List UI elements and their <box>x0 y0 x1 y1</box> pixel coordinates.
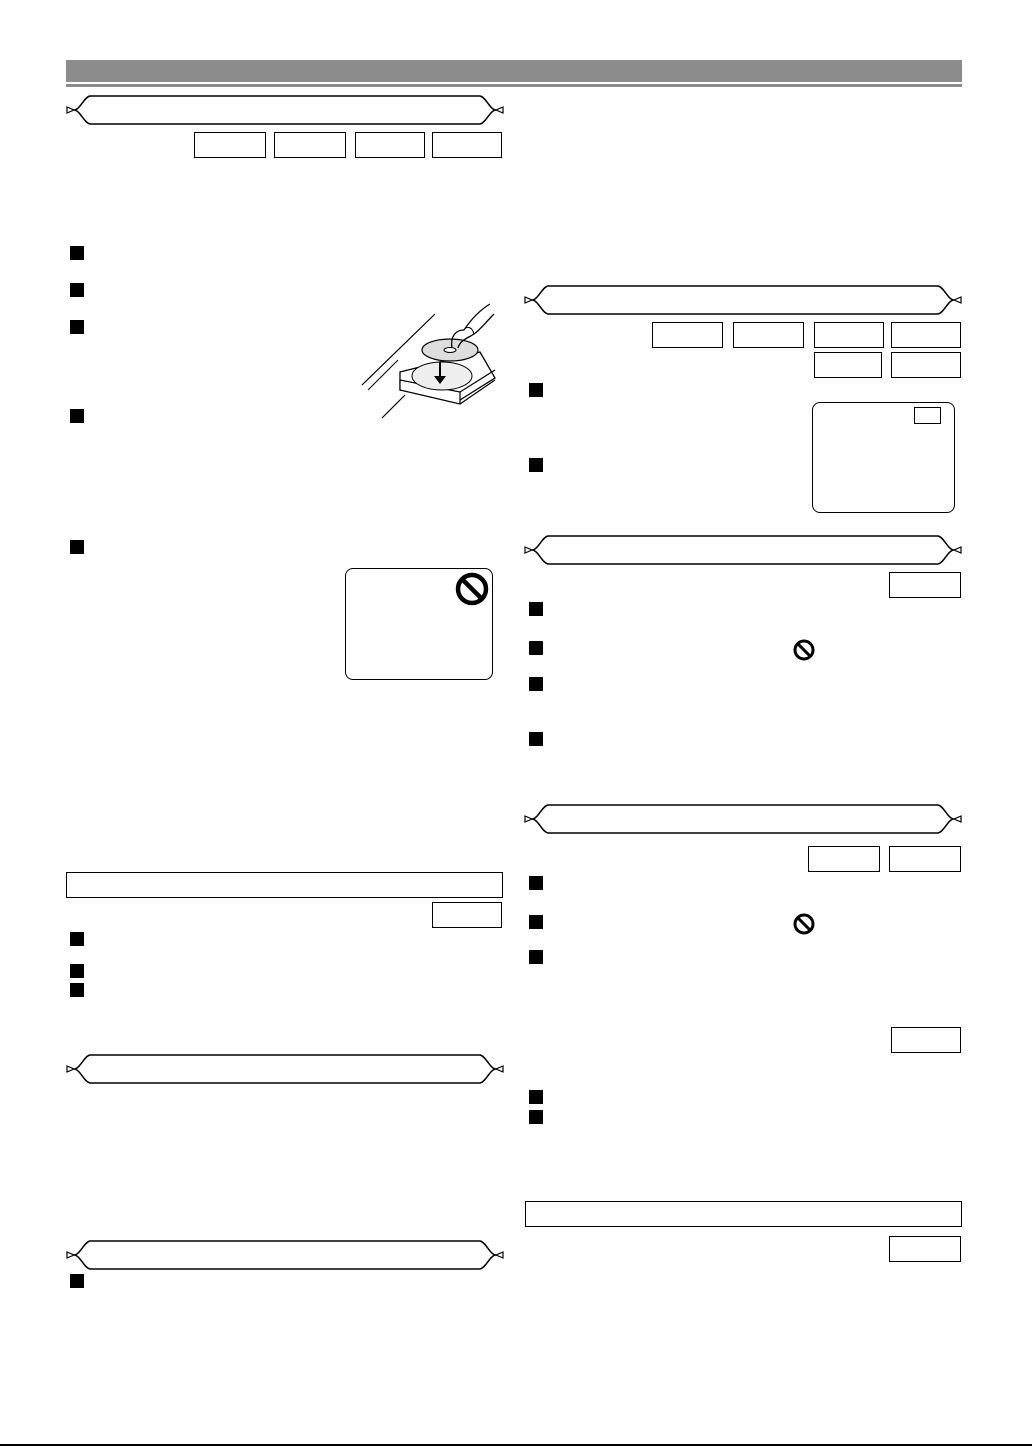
disc-type-tag-6 <box>652 322 723 348</box>
step-marker-r10 <box>529 1090 543 1104</box>
step-marker-r5 <box>529 677 543 691</box>
prohibited-icon-inline-2 <box>792 912 816 941</box>
subsection-title-box-left <box>66 872 503 898</box>
step-marker-4 <box>70 409 84 423</box>
step-marker-1 <box>70 246 84 260</box>
disc-type-tag-3 <box>355 132 425 158</box>
header-rule <box>66 84 962 87</box>
disc-type-tag-7 <box>733 322 804 348</box>
step-marker-r11 <box>529 1110 543 1124</box>
step-marker-r4 <box>529 641 543 655</box>
disc-type-tag-13 <box>808 846 880 872</box>
header-bar <box>66 60 962 82</box>
step-marker-r8 <box>529 915 543 929</box>
subsection-title-box-right <box>525 1201 962 1227</box>
section-banner-right-2 <box>524 535 962 565</box>
step-marker-r7 <box>529 876 543 890</box>
disc-type-tag-14 <box>889 846 961 872</box>
step-marker-6 <box>70 932 84 946</box>
step-marker-r1 <box>529 383 543 397</box>
disc-tray-illustration <box>360 300 500 420</box>
disc-type-tag-12 <box>889 572 961 598</box>
step-marker-r6 <box>529 732 543 746</box>
step-marker-r9 <box>529 950 543 964</box>
disc-type-tag-8 <box>814 322 884 348</box>
disc-type-tag-10 <box>814 352 882 378</box>
step-marker-5 <box>70 540 84 554</box>
footer-rule <box>0 1444 1032 1446</box>
disc-type-tag-11 <box>891 352 961 378</box>
section-banner-right-3 <box>524 804 962 834</box>
step-marker-3 <box>70 320 84 334</box>
disc-type-tag-16 <box>889 1236 961 1262</box>
section-banner-right-1 <box>524 285 962 315</box>
prohibited-icon <box>454 571 490 612</box>
disc-type-tag-5 <box>432 902 502 928</box>
prohibited-icon-inline-1 <box>792 638 816 667</box>
disc-type-tag-15 <box>891 1027 961 1053</box>
step-marker-7 <box>70 964 84 978</box>
step-marker-r3 <box>529 602 543 616</box>
step-marker-9 <box>70 1274 84 1288</box>
section-banner-playback <box>66 95 504 125</box>
section-banner-left-3 <box>66 1240 504 1270</box>
disc-type-tag-4 <box>432 132 502 158</box>
disc-type-tag-9 <box>891 322 961 348</box>
step-marker-r2 <box>529 458 543 472</box>
step-marker-8 <box>70 983 84 997</box>
disc-type-tag-1 <box>194 132 266 158</box>
step-marker-2 <box>70 283 84 297</box>
screen-indicator-box <box>914 407 941 424</box>
disc-type-tag-2 <box>274 132 346 158</box>
section-banner-left-2 <box>66 1054 504 1084</box>
